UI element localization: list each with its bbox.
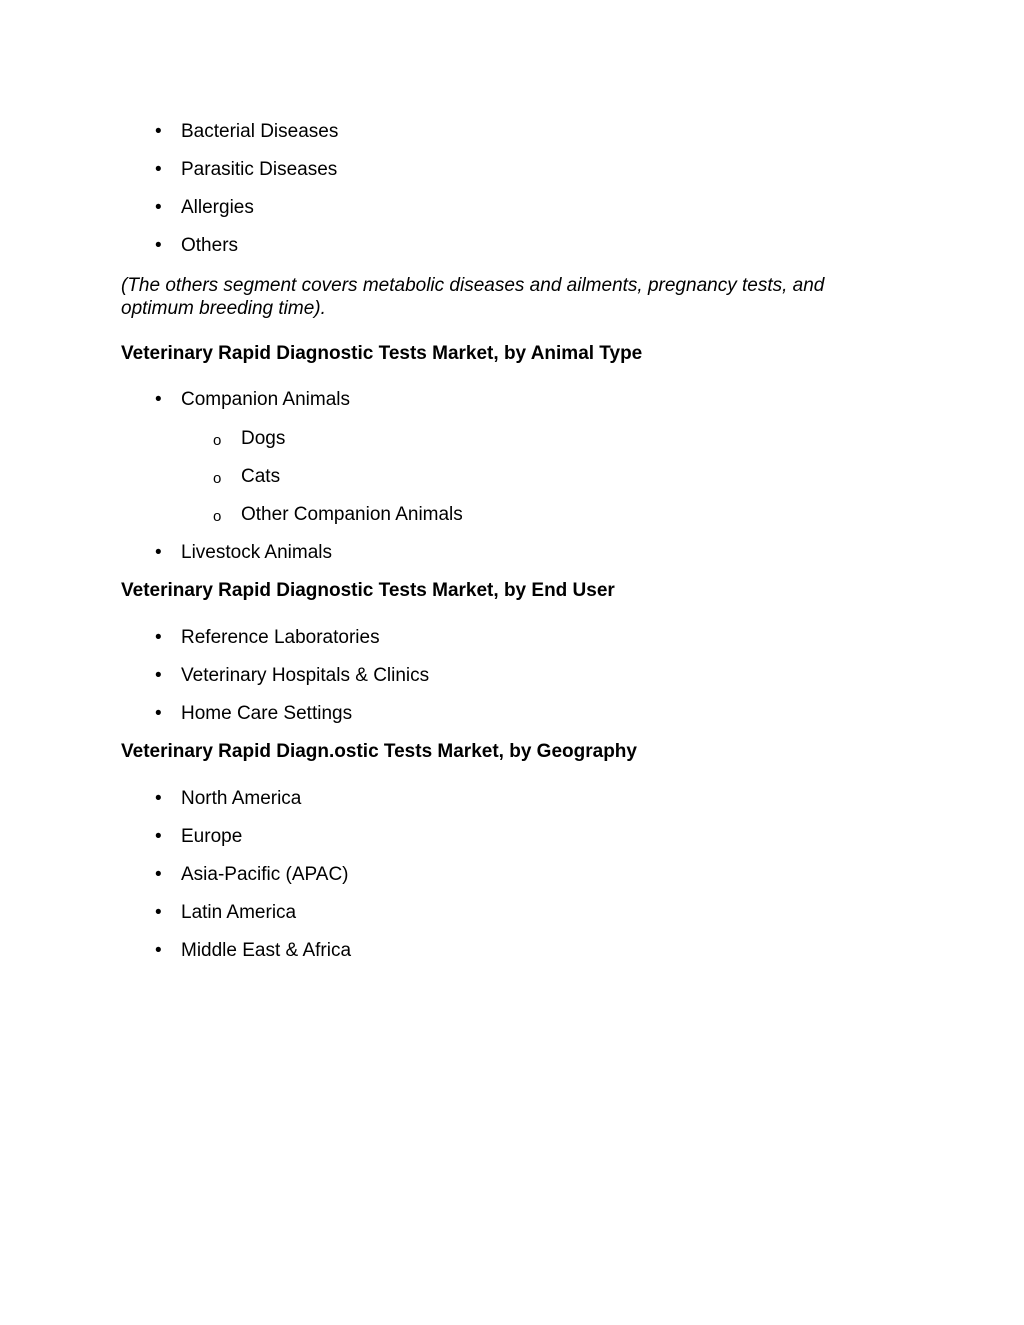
sub-bullet-marker: o (213, 508, 222, 525)
list-item (155, 235, 239, 257)
sub-bullet-marker: o (213, 470, 222, 487)
list-item-text: Others (181, 235, 239, 256)
list-item (155, 627, 380, 649)
section-heading-geography: Veterinary Rapid Diagn.ostic Tests Market, by Geography (121, 741, 637, 762)
list-item (155, 159, 338, 181)
list-item-text: Cats (241, 466, 281, 487)
section-heading-end-user: Veterinary Rapid Diagnostic Tests Market, by End User (121, 580, 615, 601)
bullet-marker: • (155, 940, 162, 961)
list-item (155, 542, 333, 564)
list-item-text: Veterinary Hospitals & Clinics (181, 665, 430, 686)
list-item-text: North America (181, 788, 302, 809)
list-item (155, 940, 352, 962)
list-item-text: Europe (181, 826, 243, 847)
bullet-marker: • (155, 197, 162, 218)
list-item-text: Home Care Settings (181, 703, 353, 724)
bullet-marker: • (155, 542, 162, 563)
list-item-text: Bacterial Diseases (181, 121, 339, 142)
list-item-text: Asia-Pacific (APAC) (181, 864, 349, 885)
bullet-marker: • (155, 788, 162, 809)
bullet-marker: • (155, 121, 162, 142)
bullet-marker: • (155, 703, 162, 724)
list-item-text: Parasitic Diseases (181, 159, 338, 180)
list-item-text: Livestock Animals (181, 542, 333, 563)
bullet-marker: • (155, 826, 162, 847)
list-item-text: Reference Laboratories (181, 627, 380, 648)
list-item (155, 703, 353, 725)
list-item-text: Companion Animals (181, 389, 350, 410)
sub-list-item (213, 466, 281, 488)
bullet-marker: • (155, 665, 162, 686)
list-item (155, 389, 350, 411)
sub-bullet-marker: o (213, 432, 222, 449)
list-item-text: Allergies (181, 197, 254, 218)
sub-list-item (213, 428, 286, 450)
bullet-marker: • (155, 627, 162, 648)
list-item-text: Middle East & Africa (181, 940, 352, 961)
section-heading-animal-type: Veterinary Rapid Diagnostic Tests Market, by Animal Type (121, 343, 643, 364)
bullet-marker: • (155, 902, 162, 923)
bullet-marker: • (155, 389, 162, 410)
bullet-marker: • (155, 235, 162, 256)
list-item (155, 902, 297, 924)
bullet-marker: • (155, 864, 162, 885)
list-item (155, 197, 254, 219)
list-item-text: Other Companion Animals (241, 504, 463, 525)
sub-list-item (213, 504, 463, 526)
list-item (155, 864, 349, 886)
list-item (155, 788, 302, 810)
list-item-text: Latin America (181, 902, 297, 923)
list-item (155, 826, 243, 848)
list-item-text: Dogs (241, 428, 286, 449)
bullet-marker: • (155, 159, 162, 180)
others-note: (The others segment covers metabolic diseases and ailments, pregnancy tests, and optimum breeding time). (121, 275, 825, 319)
list-item (155, 121, 339, 143)
list-item (155, 665, 430, 687)
